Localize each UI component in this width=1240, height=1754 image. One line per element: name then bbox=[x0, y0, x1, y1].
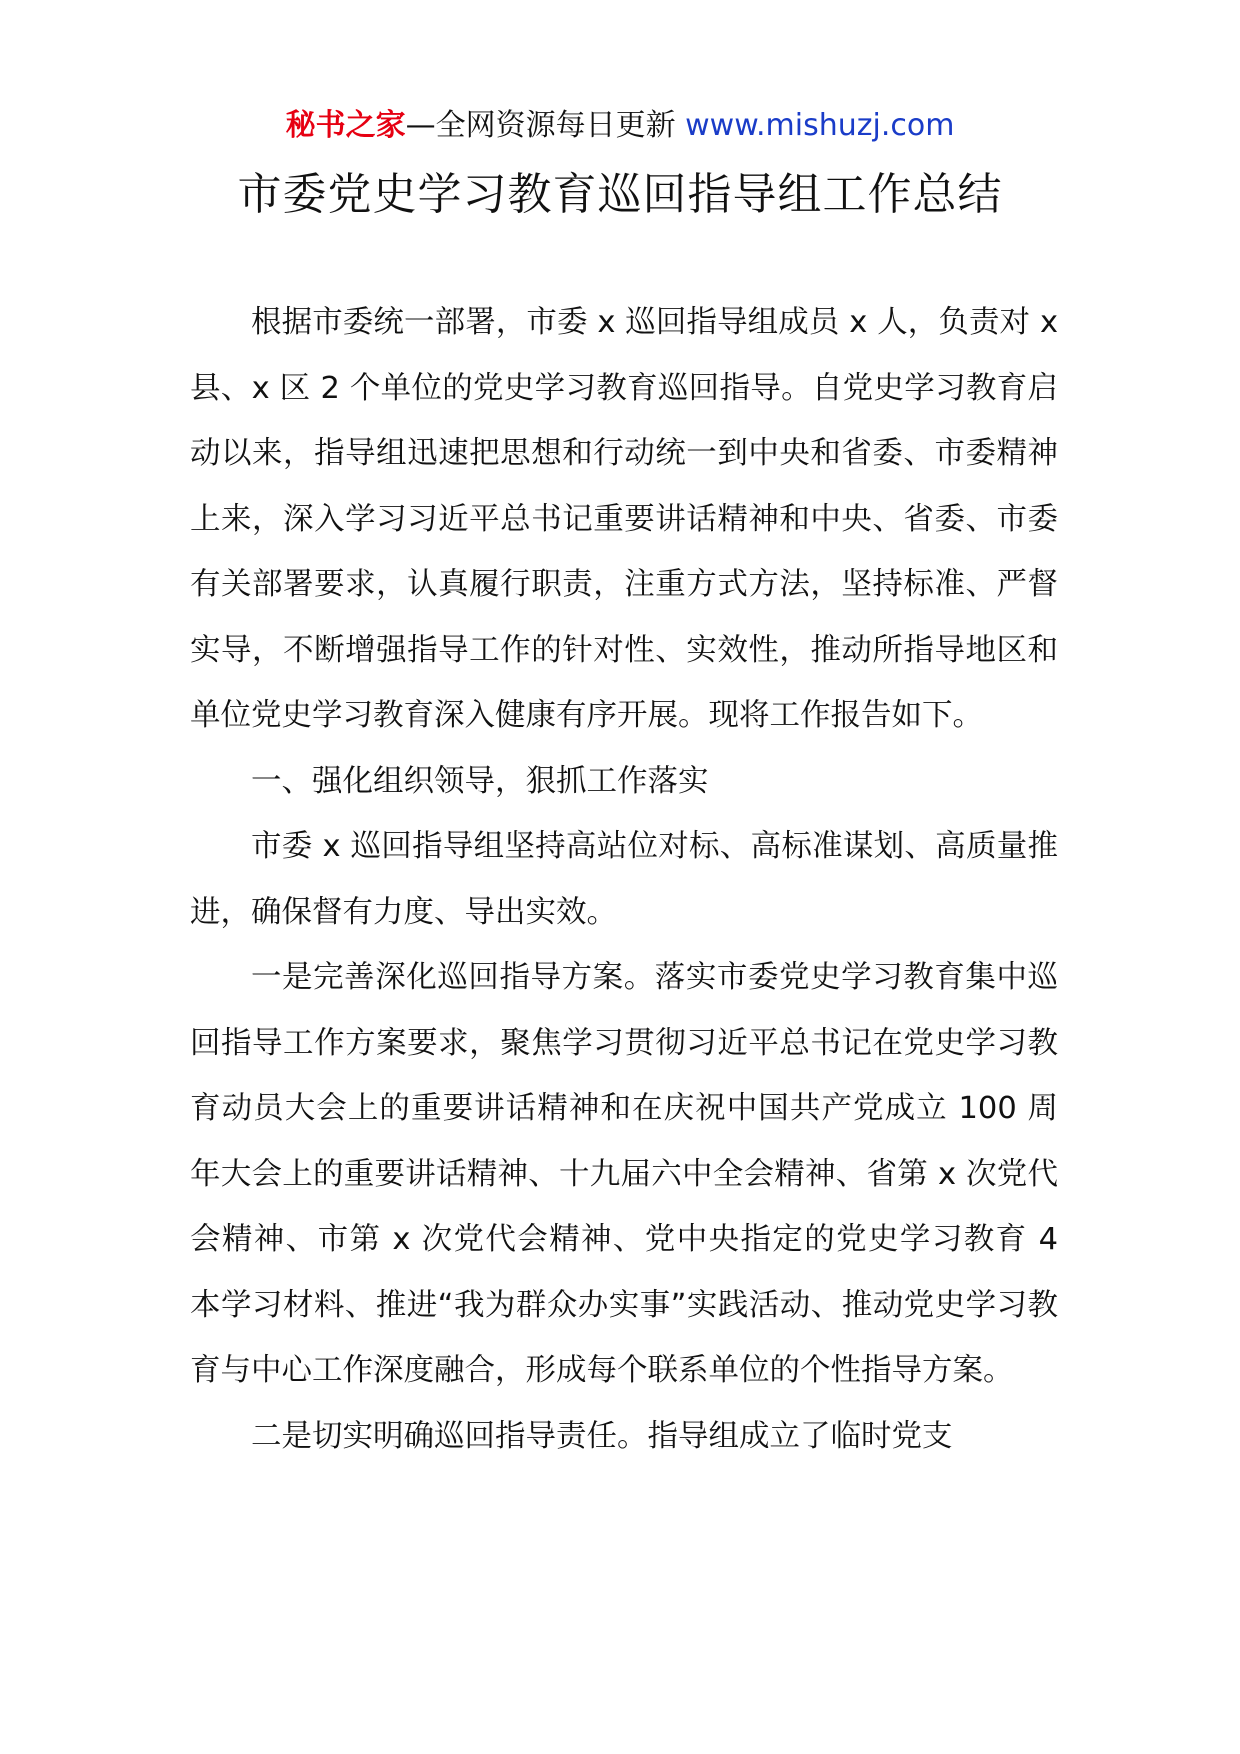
paragraph-point-1: 一是完善深化巡回指导方案。落实市委党史学习教育集中巡回指导工作方案要求，聚焦学习贯彻习近平总书记在党史学习教育动员大会上的重要讲话精神和在庆祝中国共产党成立 100 周年大会上的重要讲话精神、十九届六中全会精神、省第 x 次党代会精神、市第 x 次党代会精神、党中央指定的党史学习教育 4 本学习材料、推进“我为群众办实事”实践活动、推动党史学习教育与中心工作深度融合，形成每个联系单位的个性指导方案。 bbox=[190, 960, 1058, 1388]
brand-name: 秘书之家 bbox=[285, 108, 406, 143]
site-header bbox=[0, 104, 1240, 148]
document-title: 市委党史学习教育巡回指导组工作总结 bbox=[237, 169, 1003, 220]
brand-tagline: —全网资源每日更新 bbox=[405, 108, 686, 143]
paragraph-point-2: 二是切实明确巡回指导责任。指导组成立了临时党支 bbox=[251, 1418, 953, 1454]
document-body bbox=[190, 290, 1058, 1469]
brand-url-link[interactable]: www.mishuzj.com bbox=[685, 108, 955, 143]
paragraph-intro: 根据市委统一部署，市委 x 巡回指导组成员 x 人，负责对 x 县、x 区 2 个单位的党史学习教育巡回指导。自党史学习教育启动以来，指导组迅速把思想和行动统一到中央和省委、市委精神上来，深入学习习近平总书记重要讲话精神和中央、省委、市委有关部署要求，认真履行职责，注重方式方法，坚持标准、严督实导，不断增强指导工作的针对性、实效性，推动所指导地区和单位党史学习教育深入健康有序开展。现将工作报告如下。 bbox=[190, 305, 1058, 733]
paragraph-section-1-intro: 市委 x 巡回指导组坚持高站位对标、高标准谋划、高质量推进，确保督有力度、导出实效。 bbox=[190, 829, 1058, 930]
section-heading-1: 一、强化组织领导，狠抓工作落实 bbox=[251, 763, 709, 799]
